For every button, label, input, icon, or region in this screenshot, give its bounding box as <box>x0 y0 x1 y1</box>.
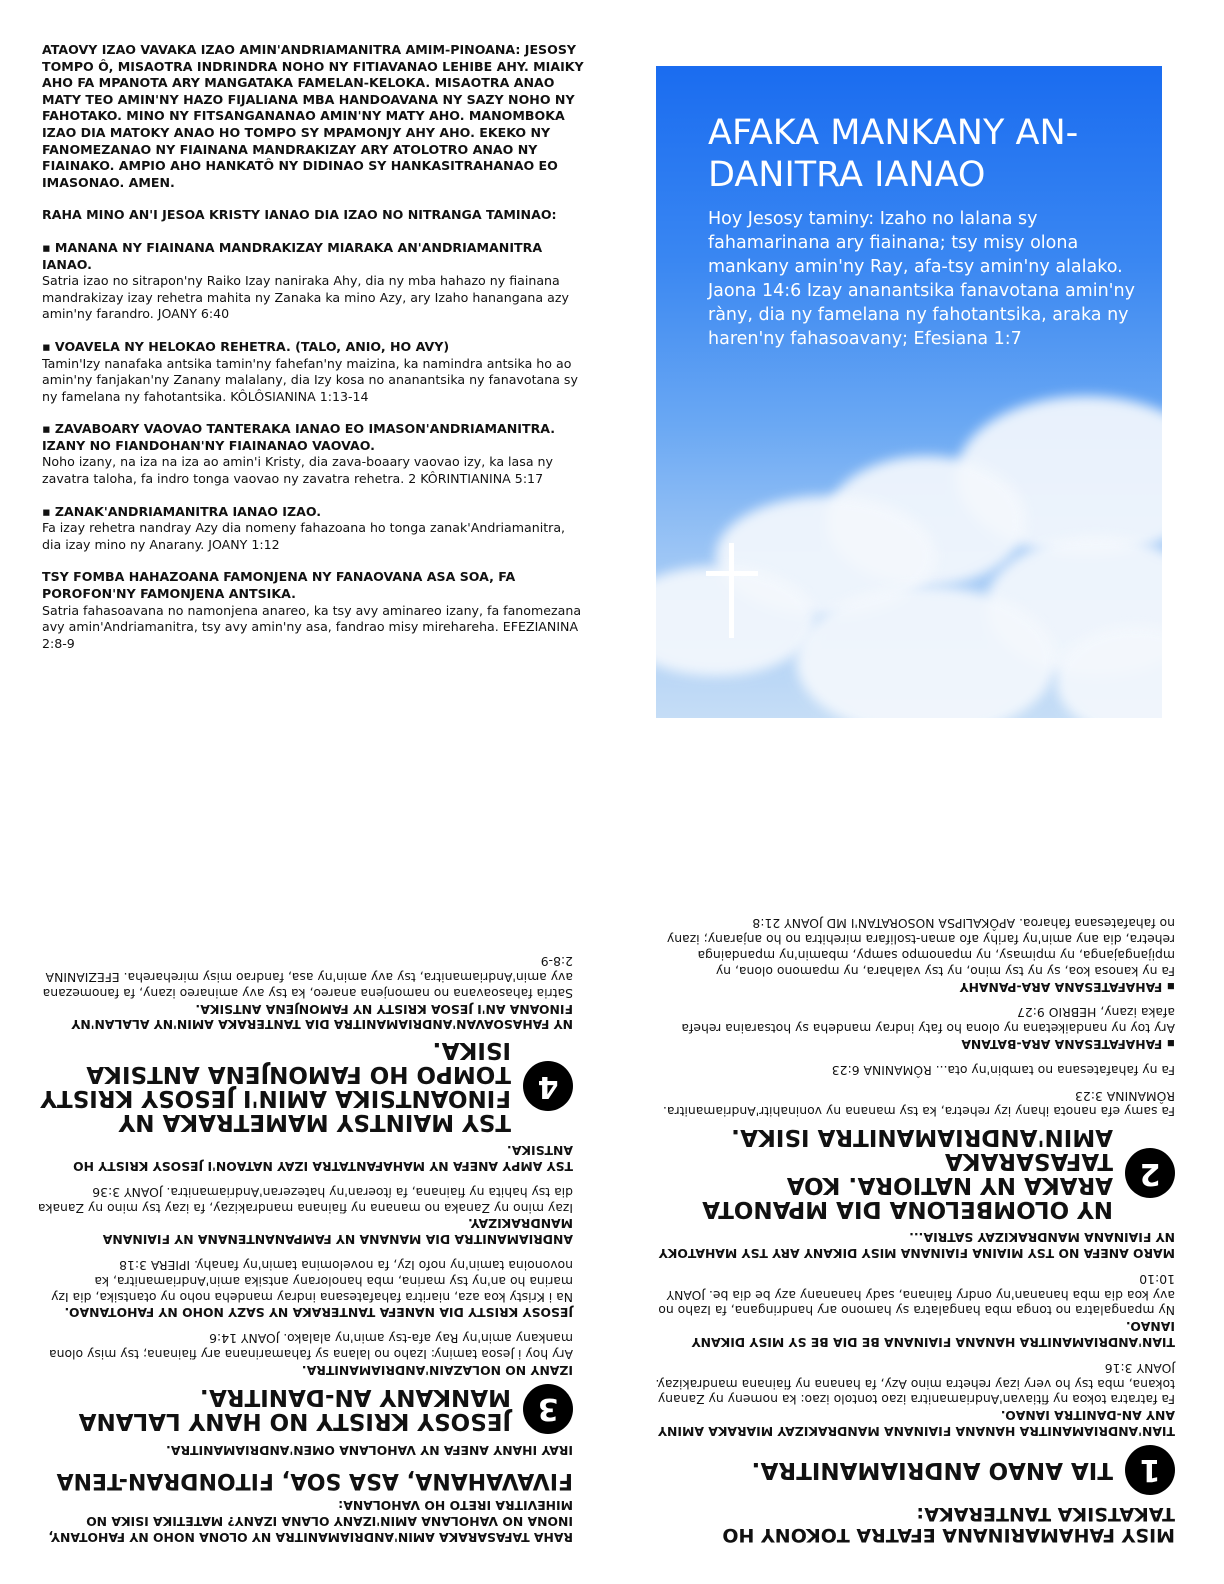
section-body: Fa samy efa nanota ihany izy rehetra, ka tsy manana ny voninahitr'Andriamanitra. RÔMANINA 3:23 <box>662 1088 1175 1120</box>
section-title: TIA ANAO ANDRIAMANITRA. <box>751 1457 1113 1483</box>
section-heading: IZANY NO NOLAZAIN'ANDRIAMANITRA. <box>301 1362 573 1378</box>
intro-text: RAHA MINO AN'I JESOA KRISTY IANAO DIA IZAO NO NITRANGA TAMINAO: <box>42 207 557 223</box>
cross-icon <box>729 543 734 638</box>
section-number: 4 <box>523 1061 573 1111</box>
section-heading: NY FAHASOAVAN'ANDRIAMANITRA DIA TANTERAKA AMIN'NY ALALAN'NY FINOANA AN'I JESOA KRISTY NY FAMONJENA ANTSIKA. <box>71 1001 573 1033</box>
section-body: Ary toy ny nandaiketana ny olona ho faty indray mandeha sy hotsaraina rehefa afaka izany, HEBRIO 9:27 <box>681 1005 1175 1037</box>
item-body: Tamin'Izy nanafaka antsika tamin'ny fahefan'ny maizina, ka namindra antsika ho ao amin'ny fanjakan'ny Zanany malalany, dia Izy kosa no ananantsika ny fanavotana sy ny famelana ny fahotantsika. KÔLÔSIANINA 1:13-14 <box>42 355 578 404</box>
page-sections-3-4 <box>28 825 573 1545</box>
page-sections-1-2 <box>655 825 1175 1545</box>
list-item <box>42 504 587 554</box>
cover-verse: Hoy Jesosy taminy: Izaho no lalana sy fahamarinana ary fiainana; tsy misy olona mankany amin'ny Ray, afa-tsy amin'ny alalako. Jaona 14:6 Izay ananantsika fanavotana amin'ny ràny, dia ny famelana ny fahotantsika, araka ny haren'ny fahasoavany; Efesiana 1:7 <box>708 209 1135 349</box>
section-3-header <box>28 1384 573 1434</box>
list-item <box>42 421 587 487</box>
section-title: JESOSY KRISTY NO HANY LALANA MANKANY AN-DANITRA. <box>78 1383 511 1434</box>
closing-heading: TSY FOMBA HAHAZOANA FAMONJENA NY FANAOVANA ASA SOA, FA POROFON'NY FAMONJENA ANTSIKA. <box>42 569 516 602</box>
cover-image <box>656 66 1162 718</box>
section-body: Ny mpangalatra no tonga mba hangalatra sy hamono ary handringana, fa Izaho no avy koa dia mba hananan'ny ondry fiainana, sady hananany azy be dia be. JOANY 10:10 <box>658 1271 1175 1319</box>
section-body: Fa ny kanosa koa, sy ny tsy mino, ny tsy valahara, ny mpamono olona, ny mpijangajanga, ny mpimasy, ny mpanompo sampy, mbamin'ny mpandainga rehetra, dia any amin'ny farihy afo aman-tsolifara mirehitra no ho anjarany; izany no fahafatesana faharoa. APÔKALIPSA NOSORATAN'I MD JOANY 21:8 <box>666 916 1175 979</box>
prayer-page <box>42 42 587 652</box>
intro-heading: MISY FAHAMARINANA EFATRA TOKONY HO TAKATSIKA TANTERAKA: <box>722 1503 1175 1546</box>
section-heading: ▪ FAHAFATESANA ARA-PANAHY <box>655 979 1175 995</box>
section-heading: ▪ FAHAFATESANA ARA-BATANA <box>655 1036 1175 1052</box>
section-heading: TSY AMPY ANEFA NY MAHAFANTATRA IZAY NATAON'I JESOSY KRISTY HO ANTSIKA. <box>73 1143 573 1175</box>
list-item <box>42 339 587 405</box>
section-2-header <box>655 1125 1175 1221</box>
cover-title: AFAKA MANKANY AN-DANITRA IANAO <box>708 113 1079 195</box>
item-heading: ▪ MANANA NY FIAINANA MANDRAKIZAY MIARAKA AN'ANDRIAMANITRA IANAO. <box>42 240 587 273</box>
section-4-header <box>28 1038 573 1134</box>
intro-text: RAHA TAFASARAKA AMIN'ANDRIAMANITRA NY OLONA NOHO NY FAHOTANY, INONA NO VAHOLANA AMIN'IZANY OLANA IZANY? MATETIKA ISIKA NO MIHEVITRA IRETO HO VAHOLANA: <box>48 1498 573 1545</box>
section-heading: TIAN'ANDRIAMANITRA HANANA FIAINANA BE DIA BE SY MISY DIKANY IANAO. <box>691 1319 1175 1351</box>
section-title: TSY MAINTSY MAMETRAKA NY FINOANTSIKA AMIN'I JESOSY KRISTY TOMPO HO FAMONJENA ANTSIKA ISIKA. <box>40 1037 511 1136</box>
section-body: Fa fatratra tokoa ny fitiavan'Andriamanitra izao tontolo izao: ka nomeny ny Zanany tokana, mba tsy ho very izay rehetra mino Azy, fa hanana ny fiainana mandrakizay. JOANY 3:16 <box>655 1360 1175 1408</box>
item-heading: ▪ ZANAK'ANDRIAMANITRA IANAO IZAO. <box>42 504 587 521</box>
section-number: 3 <box>523 1384 573 1434</box>
page-title: FIVAVAHANA, ASA SOA, FITONDRAN-TENA <box>56 1467 573 1493</box>
section-1-header <box>655 1445 1175 1495</box>
section-body: Fa ny fahafatesana no tambin'ny ota... RÔMANINA 6:23 <box>831 1062 1175 1078</box>
section-body: Na i Kristy koa aza, niaritra fahafatesana indray mandeha noho ny otantsika, dia Izy marina ho an'ny tsy marina, mba hanolorany antsika amin'Andriamanitra, ka novonoina tamin'ny nofo Izy, fa novelomina tamin'ny fanahy. IPIERA 3:18 <box>51 1258 573 1305</box>
subtitle-text: IRAY IHANY ANEFA NY VAHOLANA OMEN'ANDRIAMANITRA. <box>166 1442 573 1458</box>
section-heading: JESOSY KRISTY DIA NANEFA TANTERAKA NY SAZY NOHO NY FAHOTANAO. <box>64 1305 573 1321</box>
section-body: Satria fahasoavana no namonjena anareo, ka tsy avy aminareo izany, fa fanomezana avy amin'Andriamanitra, tsy avy amin'ny asa, fandrao misy mirehareha. EFEZIANINA 2:8-9 <box>42 954 573 1001</box>
section-heading: ANDRIAMANITRA DIA MANANA NY FAMPANANTENANA NY FIAINANA MANDRAKIZAY. <box>102 1216 573 1248</box>
section-heading: MARO ANEFA NO TSY MIAINA FIAINANA MISY DIKANY ARY TSY MAHATOKY NY FIAINANA MANDRAKIZAY SATRIA... <box>658 1230 1175 1262</box>
closing-body: Satria fahasoavana no namonjena anareo, ka tsy avy aminareo izany, fa fanomezana avy amin'Andriamanitra, tsy avy amin'ny asa, fandrao misy mirehareha. EFEZIANINA 2:8-9 <box>42 602 582 651</box>
list-item <box>42 240 587 323</box>
item-heading: ▪ ZAVABOARY VAOVAO TANTERAKA IANAO EO IMASON'ANDRIAMANITRA. IZANY NO FIANDOHAN'NY FIAINANAO VAOVAO. <box>42 421 587 454</box>
section-number: 1 <box>1125 1445 1175 1495</box>
section-body: Izay mino ny Zanaka no manana ny fiainana mandrakizay, fa izay tsy mino ny Zanaka dia tsy hahita ny fiainana, fa ítoeran'ny hatezeran'Andriamanitra. JOANY 3:36 <box>37 1184 573 1216</box>
section-number: 2 <box>1125 1148 1175 1198</box>
item-body: Fa izay rehetra nandray Azy dia nomeny fahazoana ho tonga zanak'Andriamanitra, dia izay mino ny Anarany. JOANY 1:12 <box>42 520 566 552</box>
section-heading: TIAN'ANDRIAMANITRA HANANA FIAINANA MANDRAKIZAY MIARAKA AMINY ANY AN-DANITRA IANAO. <box>658 1408 1175 1439</box>
item-heading: ▪ VOAVELA NY HELOKAO REHETRA. (TALO, ANIO, HO AVY) <box>42 339 587 356</box>
section-body: Ary hoy i Jesoa taminy: Izaho no lalana sy fahamarinana ary fiainana; tsy misy olona mankany amin'ny Ray afa-tsy amin'ny alalako. JOANY 14:6 <box>49 1331 573 1363</box>
item-body: Noho izany, na iza na iza ao amin'i Kristy, dia zava-boaary vaovao izy, ka lasa ny zavatra taloha, fa indro tonga vaovao ny zavatra rehetra. 2 KÔRINTIANINA 5:17 <box>42 454 553 487</box>
prayer-text: ATAOVY IZAO VAVAKA IZAO AMIN'ANDRIAMANITRA AMIM-PINOANA: JESOSY TOMPO Ô, MISAOTRA INDRINDRA NOHO NY FITIAVANAO LEHIBE AHY. MIAIKY AHO FA MPANOTA ARY MANGATAKA FAMELAN-KELOKA. MISAOTRA ANAO MATY TEO AMIN'NY HAZO FIJALIANA MBA HANDOAVANA NY SAZY NOHO NY FAHOTAKO. MINO NY FITSANGANANAO AMIN'NY MATY AHO. MANOMBOKA IZAO DIA MATOKY ANAO HO TOMPO SY MPAMONJY AHY AHO. EKEKO NY FANOMEZANAO NY FIAINANA MANDRAKIZAY ARY ATOLOTRO ANAO NY FIAINAKO. AMPIO AHO HANKATÔ NY DIDINAO SY HANKASITRAHANAO EO IMASONAO. AMEN. <box>42 42 584 190</box>
cross-icon-bar <box>706 571 758 576</box>
item-body: Satria izao no sitrapon'ny Raiko Izay naniraka Ahy, dia ny mba hahazo ny fiainana mandrakizay izay rehetra mahita ny Zanaka ka mino Azy, ary Izaho hanangana azy amin'ny farandro. JOANY 6:40 <box>42 273 569 322</box>
section-title: NY OLOMBELONA DIA MPANOTA ARAKA NY NATIORA. KOA TAFASARAKA AMIN'ANDRIAMANITRA ISIKA. <box>702 1124 1113 1223</box>
